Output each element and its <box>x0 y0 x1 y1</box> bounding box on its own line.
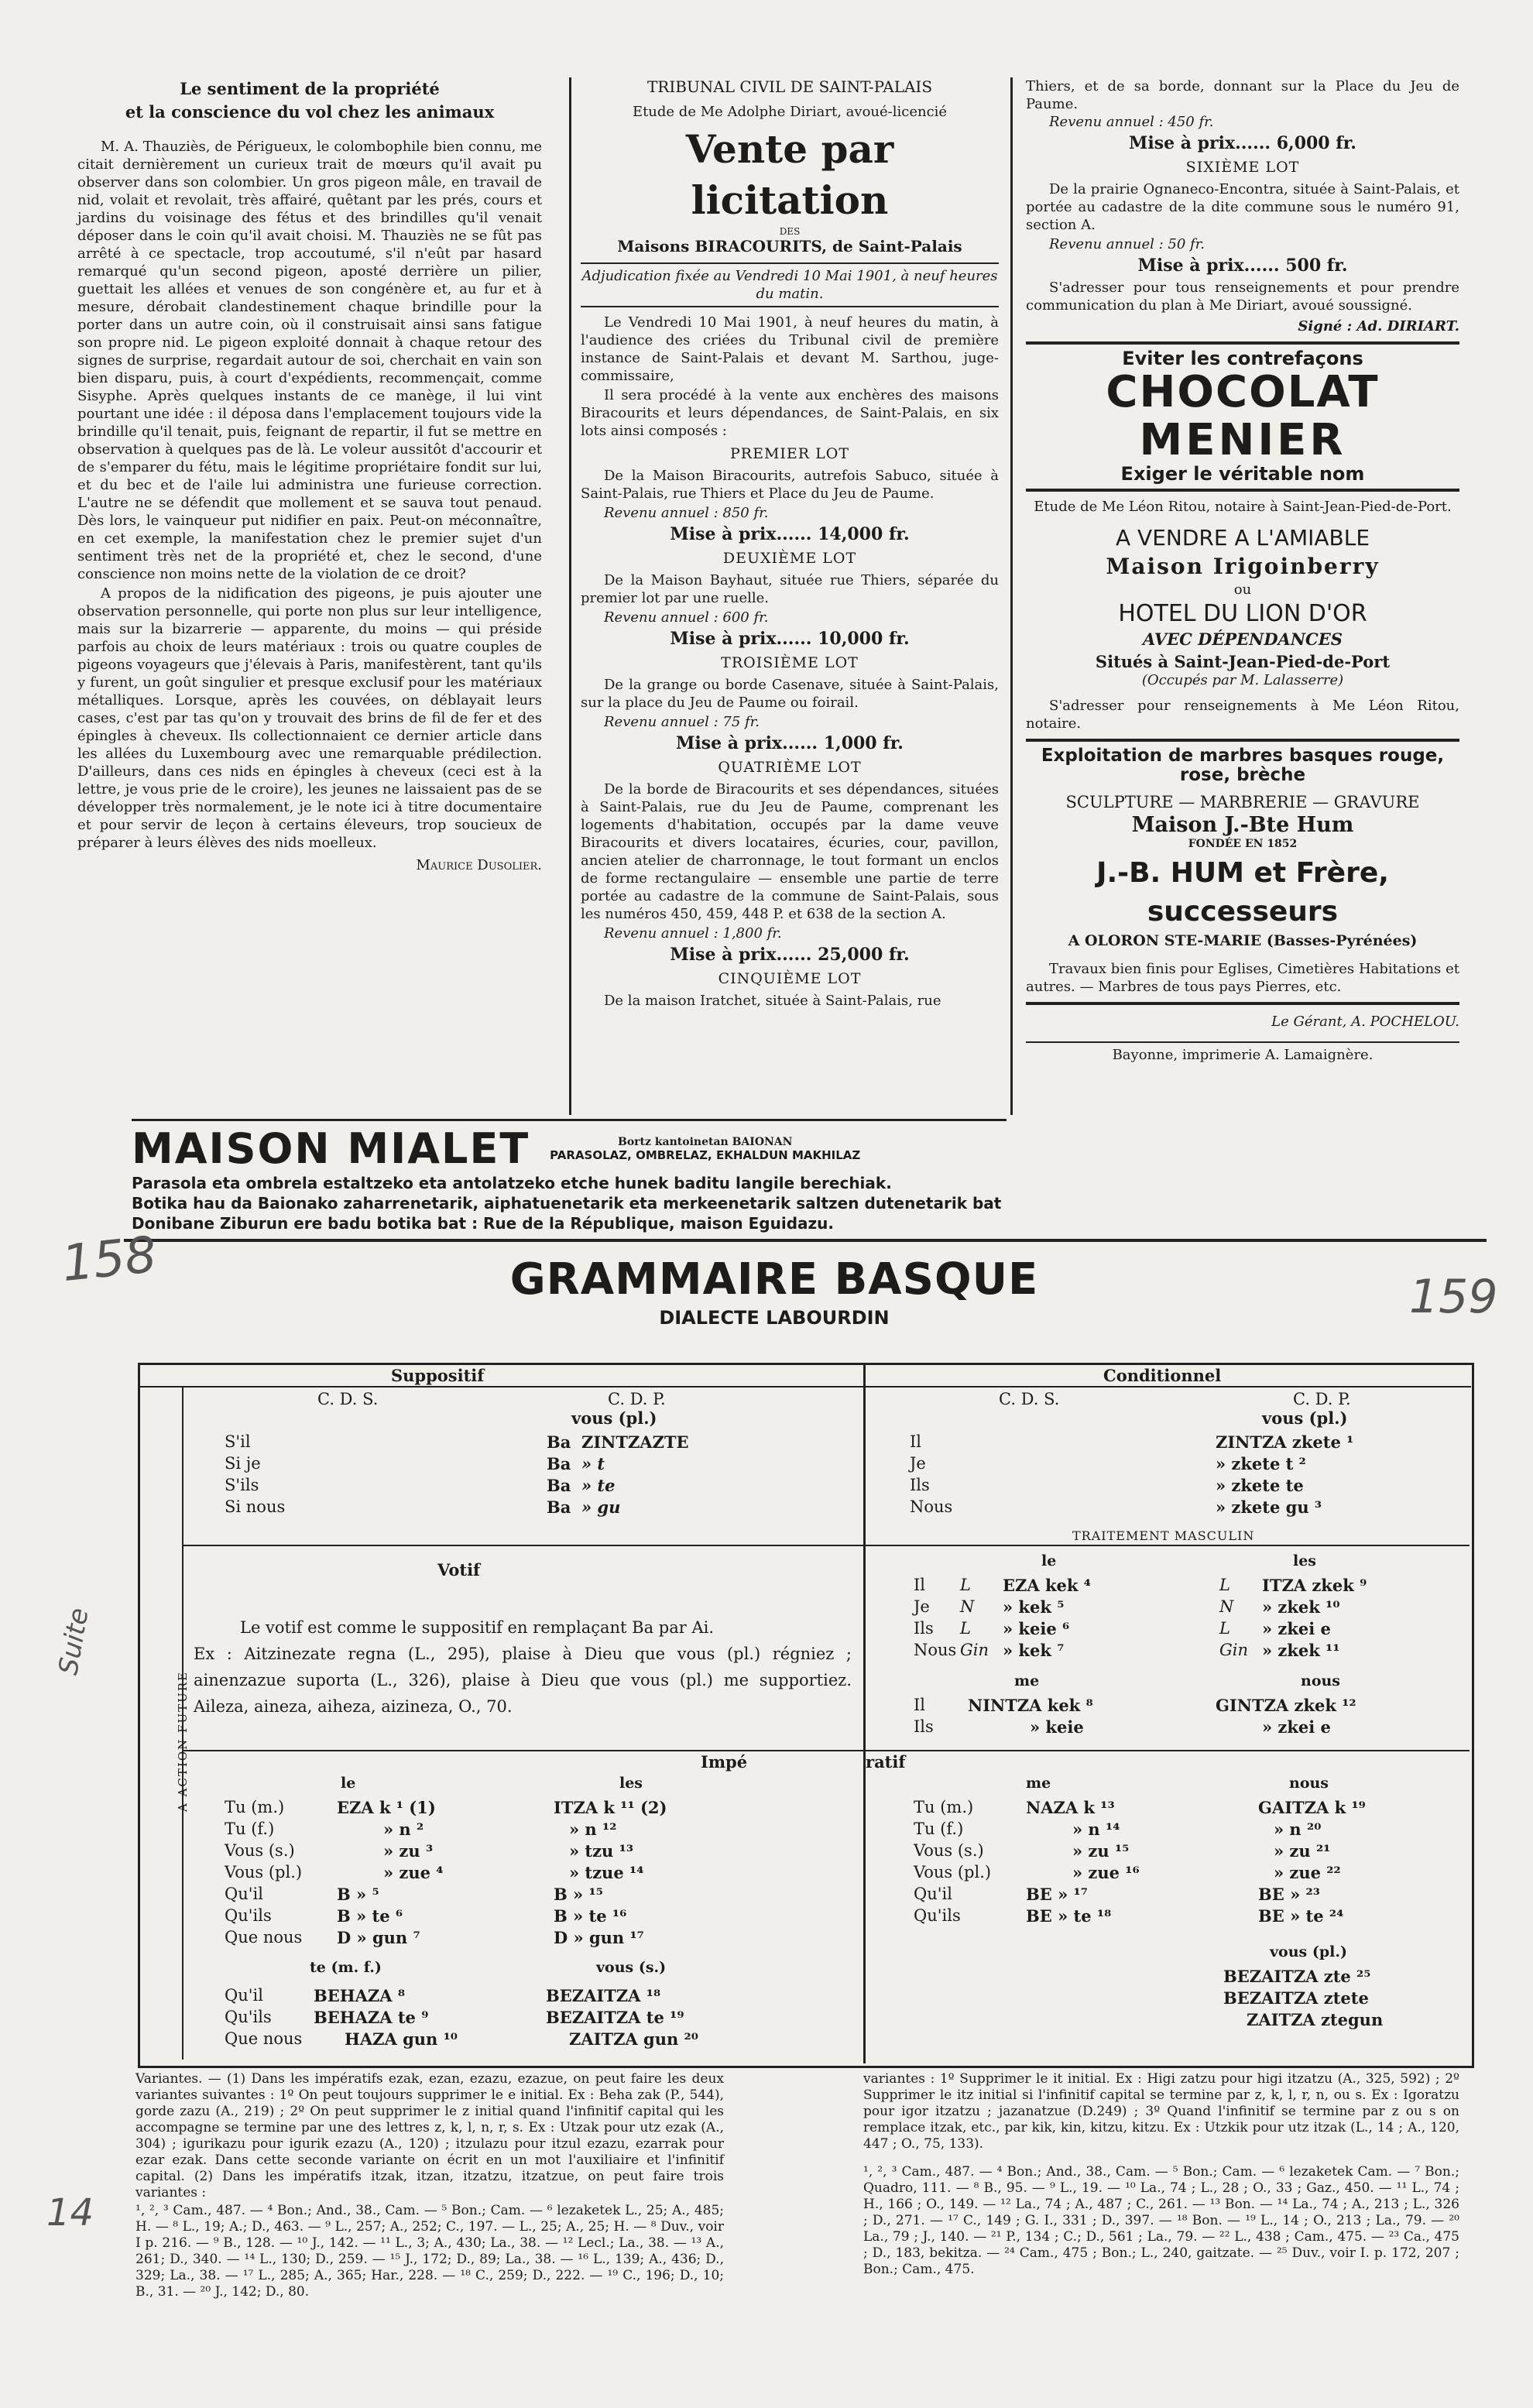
mialet-line-3: Donibane Ziburun ere badu botika bat : Rue de la République, maison Eguidazu. <box>132 1214 834 1233</box>
c-row-1-pronoun: Il <box>910 1432 922 1451</box>
tribunal-maisons: Maisons BIRACOURITS, de Saint-Palais <box>617 237 962 256</box>
lot-3-title: TROISIÈME LOT <box>721 654 859 671</box>
impr-rows <box>914 1798 1366 1928</box>
impr-nous: nous <box>1289 1775 1329 1792</box>
tm-r1-b: EZA kek ⁴ <box>1003 1576 1091 1595</box>
lot-5-price: Mise à prix...... 6,000 fr. <box>1129 133 1356 153</box>
impr-r2-b: » n ²⁰ <box>1274 1820 1322 1839</box>
a-vendre: A VENDRE A L'AMIABLE <box>1115 525 1370 551</box>
choco-top: Eviter les contrefaçons <box>1122 348 1363 369</box>
tm-r3-c: L <box>1219 1619 1230 1638</box>
votif-line-2: Ex : Aitzinezate regna (L., 295), plaise à Dieu que vous (pl.) régniez ; ainenzazue suporta (L., 326), plaise à Dieu que vous (pl.) me supportiez. Aileza, aineza, aiheza, aizineza, O., 70. <box>194 1645 852 1716</box>
travaux-text: Travaux bien finis pour Eglises, Cimetières Habitations et autres. — Marbres de tous pays Pierres, etc. <box>1026 961 1459 995</box>
tm-r2-d: » zkek ¹⁰ <box>1262 1597 1340 1617</box>
imp2-r3-p: Que nous <box>225 2029 303 2048</box>
mialet-line-2 <box>132 1193 1014 1213</box>
tm-nous: nous <box>1301 1672 1340 1689</box>
lot-1-price: Mise à prix...... 14,000 fr. <box>670 524 910 544</box>
adjudication-box <box>581 262 999 307</box>
tm-row <box>914 1597 1367 1619</box>
impr-vous-pl: vous (pl.) <box>1270 1943 1347 1960</box>
tm-r2-b: » kek ⁵ <box>1003 1597 1065 1617</box>
tm-r1-c: L <box>1219 1576 1230 1594</box>
handwritten-158: 158 <box>59 1226 159 1294</box>
ads-column <box>1026 77 1459 1064</box>
tm-les: les <box>1293 1552 1317 1569</box>
c-row <box>910 1476 1353 1497</box>
imp-r7-a: D » gun ⁷ <box>337 1928 420 1947</box>
s-row-2-form: » t <box>581 1454 605 1473</box>
tm-r1-d: ITZA zkek ⁹ <box>1262 1576 1367 1595</box>
tm-me-rows <box>914 1696 1356 1739</box>
imp-r6-a: B » te ⁶ <box>337 1906 403 1926</box>
impr-r1-p: Tu (m.) <box>914 1798 974 1816</box>
tm-r4-b: » kek ⁷ <box>1003 1641 1065 1660</box>
impr-r4-a: » zue ¹⁶ <box>1072 1863 1140 1882</box>
tm-r2-a: N <box>960 1597 975 1616</box>
imp-r6-b: B » te ¹⁶ <box>554 1906 627 1926</box>
imp-row <box>225 1863 667 1885</box>
s-row <box>225 1454 689 1476</box>
impr-row <box>914 1798 1366 1820</box>
hum-ad <box>1026 739 1459 1005</box>
tm-me-row <box>914 1717 1356 1739</box>
lot-3-price: Mise à prix...... 1,000 fr. <box>676 733 904 753</box>
lot-5-revenue: Revenu annuel : 450 fr. <box>1049 114 1214 130</box>
tribunal-etude: Etude de Me Adolphe Diriart, avoué-licencié <box>632 104 948 120</box>
variantes-left: Variantes. — (1) Dans les impératifs ezak, ezan, ezazu, ezazue, on peut faire les deux variantes suivantes : 1º On peut toujours supprimer le e initial. Ex : Beha zak (P., 544), gorde zazu (A., 219) ; 2º On peut supprimer le z initial quand l'infinitif capital qui les accompagne se termine par une des lettres z, k, l, n, r, s. Ex : Utzak pour utz ezak (A., 304) ; igurikazu pour igurik ezazu (A., 120) ; itzulazu pour itzul ezazu, ezarrak pour ezar ezak. Dans cette seconde variante on écrit en un mot l'auxiliaire et l'infinitif capital. (2) Dans les impératifs itzak, itzan, itzatzu, itzatzue, on peut faire trois variantes : <box>135 2071 724 2200</box>
s-row-1-pronoun: S'il <box>225 1432 251 1451</box>
impr-r1-b: GAITZA k ¹⁹ <box>1258 1798 1366 1817</box>
imp-row <box>225 1906 667 1928</box>
situes-text: Situés à Saint-Jean-Pied-de-Port <box>1095 652 1391 671</box>
s-row-2-prefix: Ba <box>547 1454 571 1473</box>
tm-row <box>914 1619 1367 1641</box>
imp2-r2-p: Qu'ils <box>225 2008 272 2026</box>
article-column <box>77 77 542 874</box>
impr-row <box>914 1906 1366 1928</box>
tm-r2-p: Je <box>914 1597 930 1616</box>
s-row <box>225 1476 689 1497</box>
sculpture-text: SCULPTURE — MARBRERIE — GRAVURE <box>1065 793 1420 811</box>
choco-word-1: CHOCOLAT <box>1106 367 1380 417</box>
c-row <box>910 1454 1353 1476</box>
impr-r4-b: » zue ²² <box>1274 1863 1341 1882</box>
lot-6-price: Mise à prix...... 500 fr. <box>1137 256 1348 276</box>
lot-5-text: De la maison Iratchet, située à Saint-Palais, rue <box>604 993 941 1009</box>
avec-dependances: AVEC DÉPENDANCES <box>1143 629 1343 649</box>
imp-r2-a: » n ² <box>383 1820 424 1839</box>
c-row-2-form: » zkete t ² <box>1216 1454 1306 1473</box>
imp-row <box>225 1820 667 1841</box>
lot-2-title: DEUXIÈME LOT <box>722 550 857 567</box>
impr-r2-a: » n ¹⁴ <box>1072 1820 1120 1839</box>
impr-r6-a: BE » te ¹⁸ <box>1026 1906 1112 1926</box>
s-row-4-pronoun: Si nous <box>225 1497 286 1516</box>
tm-r4-p: Nous <box>914 1641 957 1659</box>
s-row-3-prefix: Ba <box>547 1476 571 1495</box>
imp-r1-b: ITZA k ¹¹ (2) <box>554 1798 667 1817</box>
variantes-right: variantes : 1º Supprimer le it initial. Ex : Higi zatzu pour higi itzatzu (A., 325, 592) ; 2º Supprimer le itz initial si l'infinitif capital se termine par z, k, l, r, n, ou s. Ex : Igoratzu pour igor itzatzu ; jazanatzue (D.249) ; 3º Quand l'infinitif se termine par z ou s on remplace itzak, etc., par kik, kin, kitzu, kitzu. Ex : Utzkik pour utz itzak (L., 14 ; A., 120, 447 ; O., 75, 133). <box>863 2071 1459 2152</box>
tm-r3-b: » keie ⁶ <box>1003 1619 1070 1638</box>
handwritten-suite: Suite <box>53 1605 95 1678</box>
tm-r1-a: L <box>960 1576 971 1594</box>
lot-1-revenue: Revenu annuel : 850 fr. <box>604 505 769 521</box>
s-row <box>225 1432 689 1454</box>
imp-r1-p: Tu (m.) <box>225 1798 285 1816</box>
mialet-name: MAISON MIALET <box>132 1124 530 1173</box>
grammar-rule-header <box>139 1386 1471 1388</box>
article-body-2: A propos de la nidification des pigeons, je puis ajouter une observation personnelle, qui porte non plus sur leur intelligence, mais sur la bizarrerie — apparente, du moins — qui préside parfois au choix de leurs matériaux : trois ou quatre couples de pigeons voyageurs que j'élevais à Paris, manifestèrent, tant qu'ils y furent, un goût singulier et presque exclusif pour les matériaux métalliques. Lorsque, après les couvées, on déblayait leurs cases, c'est par tas qu'on y trouvait des brins de fil de fer et des épingles à cheveux. Ils collectionnaient ce dernier article dans les allées du Luxembourg avec une remarquable prédilection. D'ailleurs, dans ces nids en épingles à cheveux (ceci est à la lettre, je vous prie de le croire), les jeunes ne laissaient pas de se développer très normalement, je le note ici à titre documentaire et pour servir de leçon à certains éleveurs, trop soucieux de préparer à leurs élèves des nids moelleux. <box>77 585 542 851</box>
suppositif-header: Suppositif <box>391 1366 485 1385</box>
impr-r3-b: » zu ²¹ <box>1274 1841 1331 1861</box>
ritou-etude: Etude de Me Léon Ritou, notaire à Saint-Jean-Pied-de-Port. <box>1034 499 1452 515</box>
tm-le: le <box>1041 1552 1057 1569</box>
lot-6-title: SIXIÈME LOT <box>1185 159 1300 176</box>
column-rule-2 <box>1010 77 1013 1115</box>
tm-row <box>914 1576 1367 1597</box>
grammar-subtitle: DIALECTE LABOURDIN <box>659 1307 890 1329</box>
tm-me-r2-p: Ils <box>914 1717 934 1736</box>
impr-row <box>914 1885 1366 1906</box>
tm-r4-a: Gin <box>960 1641 989 1659</box>
impr-row <box>914 1863 1366 1885</box>
choco-bottom: Exiger le véritable nom <box>1120 463 1365 485</box>
lot-1-title: PREMIER LOT <box>729 445 849 462</box>
imp2-r2-b: BEZAITZA te ¹⁹ <box>546 2008 684 2027</box>
tm-rows <box>914 1576 1367 1662</box>
tm-me-row <box>914 1696 1356 1717</box>
adjudication-text: Adjudication fixée au Vendredi 10 Mai 1901, à neuf heures du matin. <box>581 268 998 302</box>
grammar-rule-impe <box>183 1750 1470 1751</box>
conditionnel-header: Conditionnel <box>1103 1366 1222 1385</box>
mialet-side-1: Bortz kantoinetan BAIONAN <box>617 1135 793 1148</box>
imp-vous-s: vous (s.) <box>596 1959 667 1976</box>
imp-r4-p: Vous (pl.) <box>225 1863 303 1881</box>
imp-r5-b: B » ¹⁵ <box>554 1885 603 1904</box>
page-rule-mid <box>124 1239 1487 1242</box>
imp-row <box>225 1885 667 1906</box>
imp-le: le <box>341 1775 356 1792</box>
impr-me: me <box>1026 1775 1051 1792</box>
article-signature: Maurice Dusolier. <box>416 857 542 873</box>
imp-r3-p: Vous (s.) <box>225 1841 295 1860</box>
imp-r7-p: Que nous <box>225 1928 303 1947</box>
imp2-r1-a: BEHAZA ⁸ <box>314 1986 406 2005</box>
oloron-text: A OLORON STE-MARIE (Basses-Pyrénées) <box>1068 932 1418 949</box>
lot-4-revenue: Revenu annuel : 1,800 fr. <box>604 925 782 942</box>
handwritten-14: 14 <box>46 2191 94 2235</box>
ou-text: ou <box>1233 581 1252 598</box>
mialet-ad <box>132 1124 1014 1233</box>
lot-5-continued: Thiers, et de sa borde, donnant sur la Place du Jeu de Paume. <box>1026 78 1459 112</box>
grammar-rule-traitement <box>865 1545 1470 1546</box>
imp2-r3-b: ZAITZA gun ²⁰ <box>569 2029 698 2049</box>
lot-6-revenue: Revenu annuel : 50 fr. <box>1049 236 1205 252</box>
imp2-r1-p: Qu'il <box>225 1986 263 2005</box>
lot-4-title: QUATRIÈME LOT <box>718 759 862 776</box>
imp-r3-b: » tzu ¹³ <box>569 1841 634 1861</box>
lot-5-title: CINQUIÈME LOT <box>718 970 862 987</box>
lot-2-revenue: Revenu annuel : 600 fr. <box>604 609 769 626</box>
tribunal-intro-2: Il sera procédé à la vente aux enchères des maisons Biracourits et leurs dépendances, de Saint-Palais, en six lots ainsi composés : <box>581 387 999 439</box>
s-cds: C. D. S. <box>317 1390 379 1408</box>
lot-3-revenue: Revenu annuel : 75 fr. <box>604 714 760 730</box>
imp-rows <box>225 1798 667 1950</box>
imp-les: les <box>619 1775 643 1792</box>
maison-irigoinberry: Maison Irigoinberry <box>1106 554 1380 579</box>
tm-r3-a: L <box>960 1619 971 1638</box>
traitement-label: TRAITEMENT MASCULIN <box>1072 1528 1255 1543</box>
lot-6-text: De la prairie Ognaneco-Encontra, située à Saint-Palais, et portée au cadastre de la dite commune sous le numéro 91, section A. <box>1026 181 1459 233</box>
hotel-lion-dor: HOTEL DU LION D'OR <box>1118 600 1367 627</box>
imp-r3-a: » zu ³ <box>383 1841 434 1861</box>
imp2-r2-a: BEHAZA te ⁹ <box>314 2008 429 2027</box>
s-row-4-prefix: Ba <box>547 1497 571 1517</box>
impr-r5-a: BE » ¹⁷ <box>1026 1885 1088 1904</box>
impr-r3-p: Vous (s.) <box>914 1841 984 1860</box>
s-row-2-pronoun: Si je <box>225 1454 261 1473</box>
c-row <box>910 1497 1353 1519</box>
s-row <box>225 1497 689 1519</box>
tm-me-r1-p: Il <box>914 1696 926 1714</box>
impr-r5-b: BE » ²³ <box>1258 1885 1320 1904</box>
imp2-r3-a: HAZA gun ¹⁰ <box>345 2029 458 2049</box>
conditionnel-rows <box>910 1432 1353 1519</box>
votif-text <box>194 1614 852 1720</box>
tribunal-intro: Le Vendredi 10 Mai 1901, à neuf heures du matin, à l'audience des criées du Tribunal civil de première instance de Saint-Palais et devant M. Sarthou, juge-commissaire, <box>581 314 999 384</box>
imp-te-mf: te (m. f.) <box>310 1959 382 1976</box>
marbres-title: Exploitation de marbres basques rouge, rose, brèche <box>1041 746 1445 785</box>
signature-diriart: Signé : Ad. DIRIART. <box>1298 318 1459 334</box>
tribunal-court: TRIBUNAL CIVIL DE SAINT-PALAIS <box>646 77 933 96</box>
tribunal-headline: Vente par licitation <box>685 126 894 223</box>
s-row-1-form: ZINTZAZTE <box>581 1432 689 1452</box>
tribunal-des: DES <box>779 226 801 237</box>
impr-row <box>914 1841 1366 1863</box>
lot-2-price: Mise à prix...... 10,000 fr. <box>670 629 910 649</box>
s-vous-pl: vous (pl.) <box>571 1408 657 1428</box>
imp-r5-a: B » ⁵ <box>337 1885 379 1904</box>
impr2-r1: BEZAITZA zte ²⁵ <box>1223 1967 1371 1986</box>
s-cdp: C. D. P. <box>608 1390 666 1408</box>
mialet-line-2a: Botika hau da Baionako zaharrenetarik, aiphatuenetarik eta merkeenetarik <box>132 1194 791 1213</box>
s-row-3-pronoun: S'ils <box>225 1476 259 1494</box>
mialet-side-2: PARASOLAZ, OMBRELAZ, EKHALDUN MAKHILAZ <box>550 1147 861 1162</box>
tm-row <box>914 1641 1367 1662</box>
impr2-r3: ZAITZA ztegun <box>1247 2010 1384 2029</box>
c-row-3-form: » zkete te <box>1216 1476 1304 1495</box>
notes-right: ¹, ², ³ Cam., 487. — ⁴ Bon.; And., 38., Cam. — ⁵ Bon.; Cam. — ⁶ lezaketek Cam. — ⁷ Bon.; Quadro, 111. — ⁸ B., 95. — ⁹ L., 19. — ¹⁰ La., 74 ; L., 28 ; O., 33 ; Gaz., 450. — ¹¹ L., 74 ; H., 166 ; O., 149. — ¹² La., 74 ; A., 487 ; C., 261. — ¹³ Bon. — ¹⁴ La., 74 ; A., 213 ; L., 326 ; D., 271. — ¹⁷ C., 149 ; G. I., 331 ; D., 397. — ¹⁸ Bon. — ¹⁹ L., 14 ; O., 213 ; La., 79. — ²⁰ La., 79 ; J., 140. — ²¹ P., 134 ; C.; D., 561 ; La., 79. — ²² L., 438 ; Cam., 475. — ²³ Ca., 475 ; D., 183, bekitza. — ²⁴ Cam., 475 ; Bon.; L., 240, gaitzate. — ²⁵ Duv., voir I. p. 172, 207 ; Bon.; Cam., 475. <box>863 2164 1459 2277</box>
jb-hum: J.-B. HUM et Frère, successeurs <box>1096 857 1389 928</box>
tm-me-r1-b: GINTZA zkek ¹² <box>1216 1696 1356 1715</box>
gerant-text: Le Gérant, A. POCHELOU. <box>1271 1014 1459 1030</box>
column-rule-1 <box>569 77 571 1115</box>
imp-r2-b: » n ¹² <box>569 1820 617 1839</box>
impr-r6-p: Qu'ils <box>914 1906 961 1925</box>
tribunal-column <box>581 77 999 1011</box>
mialet-line-1: Parasola eta ombrela estaltzeko eta antolatzeko etche hunek baditu langile berechiak. <box>132 1174 892 1192</box>
imp-r4-a: » zue ⁴ <box>383 1863 444 1882</box>
votif-header: Votif <box>437 1560 481 1580</box>
lot-1-text: De la Maison Biracourits, autrefois Sabuco, située à Saint-Palais, rue Thiers et Place du Jeu de Paume. <box>581 468 999 502</box>
imp-r1-a: EZA k ¹ (1) <box>337 1798 436 1817</box>
impr-row <box>914 1820 1366 1841</box>
imp-r4-b: » tzue ¹⁴ <box>569 1863 644 1882</box>
imp2-row <box>225 2008 698 2029</box>
ritou-adresser: S'adresser pour renseignements à Me Léon Ritou, notaire. <box>1026 698 1459 732</box>
impr-r1-a: NAZA k ¹³ <box>1026 1798 1115 1817</box>
tm-me-r1-a: NINTZA kek ⁸ <box>968 1696 1093 1715</box>
s-row-3-form: » te <box>581 1476 616 1495</box>
lot-4-text: De la borde de Biracourits et ses dépendances, situées à Saint-Palais, rue du Jeu de Paume, comprenant les logements d'habitation, occupés par la dame veuve Biracourits et divers locataires, écuries, cour, pavillon, ancien atelier de charronnage, le tout formant un enclos de forme rectangulaire — ensemble une partie de terre portée au cadastre de la commune de Saint-Palais, sous les numéros 450, 459, 448 P. et 638 de la section A. <box>581 781 999 922</box>
c-row <box>910 1432 1353 1454</box>
imp2-rows <box>225 1986 698 2051</box>
maison-hum: Maison J.-Bte Hum <box>1131 813 1354 837</box>
s-row-4-form: » gu <box>581 1497 621 1517</box>
s-row-1-prefix: Ba <box>547 1432 571 1452</box>
imp-row <box>225 1798 667 1820</box>
ratif-label: ratif <box>866 1752 906 1772</box>
imp-r2-p: Tu (f.) <box>225 1820 275 1838</box>
c-vous-pl: vous (pl.) <box>1262 1408 1348 1428</box>
suppositif-rows <box>225 1432 689 1519</box>
tm-r2-c: N <box>1219 1597 1234 1616</box>
imp2-r1-b: BEZAITZA ¹⁸ <box>546 1986 661 2005</box>
votif-line-1: Le votif est comme le suppositif en remplaçant Ba par Ai. <box>240 1618 715 1637</box>
impr-r2-p: Tu (f.) <box>914 1820 964 1838</box>
grammar-title: GRAMMAIRE BASQUE <box>509 1254 1039 1305</box>
tm-r3-d: » zkei e <box>1262 1619 1331 1638</box>
lot-3-text: De la grange ou borde Casenave, située à Saint-Palais, sur la place du Jeu de Paume ou foirail. <box>581 677 999 711</box>
imp-row <box>225 1928 667 1950</box>
imp-r7-b: D » gun ¹⁷ <box>554 1928 644 1947</box>
tm-r1-p: Il <box>914 1576 926 1594</box>
action-future-label: A ACTION FUTURE <box>176 1671 190 1812</box>
impr2-rows <box>1223 1967 1383 2032</box>
tm-me: me <box>1014 1672 1040 1689</box>
handwritten-159: 159 <box>1409 1270 1498 1324</box>
c-row-4-pronoun: Nous <box>910 1497 953 1516</box>
c-cdp: C. D. P. <box>1293 1390 1351 1408</box>
imp2-row <box>225 1986 698 2008</box>
occupes-text: (Occupés par M. Lalasserre) <box>1141 672 1344 688</box>
lot-2-text: De la Maison Bayhaut, située rue Thiers, séparée du premier lot par une ruelle. <box>581 572 999 606</box>
contact-text: S'adresser pour tous renseignements et pour prendre communication du plan à Me Diriart, avoué soussigné. <box>1026 280 1459 314</box>
impr2-r2: BEZAITZA ztete <box>1223 1988 1369 2008</box>
impr-r5-p: Qu'il <box>914 1885 952 1903</box>
c-row-4-form: » zkete gu ³ <box>1216 1497 1322 1517</box>
notes-left: ¹, ², ³ Cam., 487. — ⁴ Bon.; And., 38., Cam. — ⁵ Bon.; Cam. — ⁶ lezaketek L., 25; A., 485; H. — ⁸ L., 19; A.; D., 463. — ⁹ L., 257; A., 252; C., 197. — L., 25; A., 25; H. — ⁸ Duv., voir I p. 216. — ⁹ B., 128. — ¹⁰ J., 142. — ¹¹ L., 3; A., 430; La., 38. — ¹² Lecl.; La., 38. — ¹³ A., 261; D., 340. — ¹⁴ L., 130; D., 259. — ¹⁵ J., 172; D., 89; La., 38. — ¹⁶ L., 139; A., 436; D., 329; La., 38. — ¹⁷ L., 285; A., 365; Har., 228. — ¹⁸ C., 259; D., 222. — ¹⁹ C., 196; D., 10; B., 31. — ²⁰ J., 142; D., 80. <box>135 2203 724 2300</box>
impr-r3-a: » zu ¹⁵ <box>1072 1841 1130 1861</box>
tm-r4-c: Gin <box>1219 1641 1249 1659</box>
impr-r6-b: BE » te ²⁴ <box>1258 1906 1344 1926</box>
fondee-text: FONDÉE EN 1852 <box>1188 838 1298 850</box>
imp2-row <box>225 2029 698 2051</box>
tm-me-r2-a: » keie <box>1030 1717 1084 1737</box>
article-title: Le sentiment de la propriété et la conscience du vol chez les animaux <box>125 79 495 122</box>
c-row-3-pronoun: Ils <box>910 1476 930 1494</box>
impe-label: Impé <box>701 1752 748 1772</box>
grammar-rule-votif <box>183 1545 863 1546</box>
imprimerie-text: Bayonne, imprimerie A. Lamaignère. <box>1026 1041 1459 1064</box>
lot-4-price: Mise à prix...... 25,000 fr. <box>670 945 910 965</box>
tm-me-r2-b: » zkei e <box>1262 1717 1331 1737</box>
c-row-2-pronoun: Je <box>910 1454 926 1473</box>
tm-r4-d: » zkek ¹¹ <box>1262 1641 1340 1660</box>
c-cds: C. D. S. <box>999 1390 1060 1408</box>
tm-r3-p: Ils <box>914 1619 934 1638</box>
imp-r6-p: Qu'ils <box>225 1906 272 1925</box>
c-row-1-form: ZINTZA zkete ¹ <box>1216 1432 1354 1452</box>
imp-r5-p: Qu'il <box>225 1885 263 1903</box>
imp-row <box>225 1841 667 1863</box>
article-body-1: M. A. Thauziès, de Périgueux, le colombophile bien connu, me citait dernièrement un curieux trait de mœurs qu'il avait pu observer dans son colombier. Un gros pigeon mâle, en travail de nid, volait et revolait, très affairé, quêtant par les prés, cours et jardins du voisinage des fétus et des brindilles qu'il venait déposer dans le coin qu'il avait choisi. M. Thauziès ne se fût pas arrêté à ce spectacle, trop accoutumé, s'il n'eût par hasard remarqué qu'un second pigeon, aposté derrière un pilier, guettait les allées et venues de son congénère et, au fur et à mesure, dérobait clandestinement chaque brindille pour la porter dans un autre coin, où il construisait ainsi sans fatigue son propre nid. Le pigeon exploité donnait à chaque retour des signes de surprise, regardait autour de soi, cherchait en vain son bien disparu, puis, à court d'expédients, recommençait, comme Sisyphe. Après quelques instants de ce manège, il lui vint pourtant une idée : il déposa dans l'emplacement toujours vide la brindille qu'il tenait, puis, feignant de repartir, il fut se mettre en observation à quelques pas de là. Le voleur aussitôt d'accourir et de s'emparer du fétu, mais le légitime propriétaire fondit sur lui, et du bec et de l'aile lui administra une furieuse correction. L'autre ne se défendit que mollement et se sauva tout penaud. Dès lors, le vainqueur put nidifier en paix. Peut-on méconnaître, en cet exemple, la manifestation chez le premier sujet d'un sentiment très net de la propriété et, chez le second, d'une conscience non moins nette de la violation de ce droit? <box>77 139 542 582</box>
choco-word-2: MENIER <box>1139 415 1346 465</box>
mialet-line-2b: saltzen dutenetarik bat <box>796 1194 1002 1213</box>
mialet-rule-top <box>132 1119 1007 1121</box>
impr-r4-p: Vous (pl.) <box>914 1863 992 1881</box>
grammar-center-rule <box>863 1363 866 2063</box>
chocolat-menier-ad <box>1026 341 1459 492</box>
